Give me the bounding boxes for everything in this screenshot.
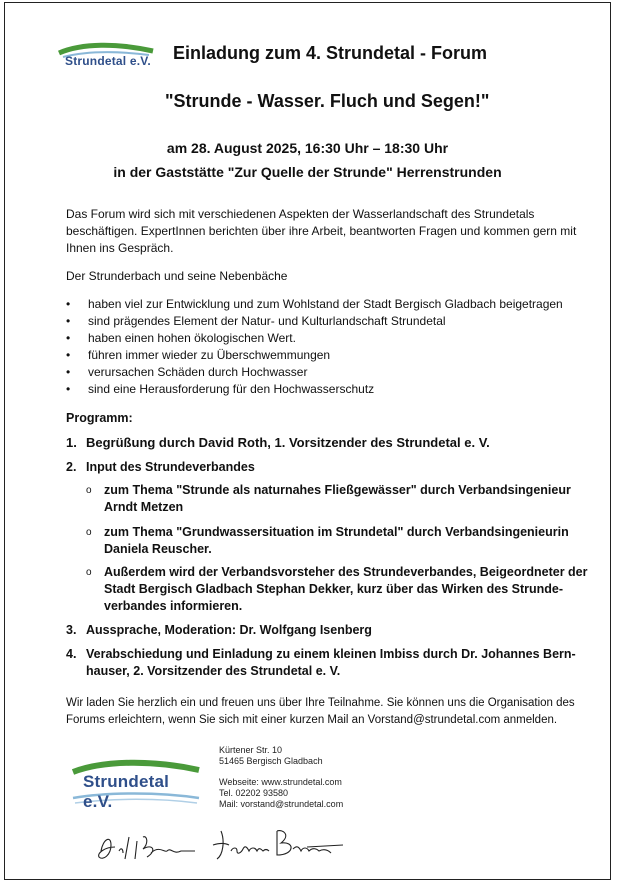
subitem-line: Außerdem wird der Verbandsvorsteher des Strundeverbandes, Beigeordneter der — [104, 565, 588, 579]
list-item: • haben einen hohen ökologischen Wert. — [66, 330, 606, 347]
closing-paragraph — [66, 695, 606, 729]
item-number: 3. — [66, 623, 77, 637]
list-item: • sind eine Herausforderung für den Hochwasserschutz — [66, 381, 606, 398]
item-text: Aussprache, Moderation: Dr. Wolfgang Isenberg — [86, 623, 372, 637]
program-item-2 — [66, 459, 616, 476]
logo-text: Strundetal e.V. — [65, 54, 151, 68]
item-number: 2. — [66, 460, 77, 474]
item-number: 4. — [66, 647, 77, 661]
bullets-lead: Der Strunderbach und seine Nebenbäche — [66, 269, 288, 283]
circle-bullet-icon: o — [86, 567, 92, 578]
contact-phone: Tel. 02202 93580 — [219, 788, 289, 798]
subitem-line: Arndt Metzen — [104, 500, 184, 514]
closing-line: Wir laden Sie herzlich ein und freuen uns über Ihre Teilnahme. Sie können uns die Organisation des — [66, 697, 575, 709]
item-number: 1. — [66, 435, 77, 450]
document-page — [4, 2, 611, 880]
contact-mail: Mail: vorstand@strundetal.com — [219, 799, 344, 809]
program-heading: Programm: — [66, 411, 133, 425]
program-subitem-1 — [66, 482, 606, 516]
circle-bullet-icon: o — [86, 527, 92, 538]
contact-website: Webseite: www.strundetal.com — [219, 777, 342, 787]
item-text: Input des Strundeverbandes — [86, 460, 255, 474]
list-item: • sind prägendes Element der Natur- und Kulturlandschaft Strundetal — [66, 313, 606, 330]
signature-david-roth — [95, 829, 205, 869]
subitem-line: Stadt Bergisch Gladbach Stephan Dekker, kurz über das Wirken des Strunde- — [104, 582, 564, 596]
item-text: hauser, 2. Vorsitzender des Strundetal e. V. — [86, 664, 341, 678]
event-venue: in der Gaststätte "Zur Quelle der Strunde" Herrenstrunden — [113, 164, 502, 180]
program-item-4 — [66, 646, 618, 680]
program-item-3 — [66, 622, 616, 639]
intro-paragraph: Das Forum wird sich mit verschiedenen Aspekten der Wasserlandschaft des Strundetals beschäftigen. ExpertInnen berichten über ihre Arbeit, beantworten Fragen und kommen gern mit Ihnen ins Gespräch. — [66, 207, 577, 255]
address-block — [219, 745, 343, 810]
program-subitem-3 — [66, 564, 611, 615]
footer-logo — [69, 758, 203, 811]
subitem-line: zum Thema "Strunde als naturnahes Fließgewässer" durch Verbandsingenieur — [104, 483, 571, 497]
subitem-line: verbandes informieren. — [104, 599, 243, 613]
page-title: Einladung zum 4. Strundetal - Forum — [173, 43, 488, 63]
circle-bullet-icon: o — [86, 485, 92, 496]
list-item: • verursachen Schäden durch Hochwasser — [66, 364, 606, 381]
subitem-line: zum Thema "Grundwassersituation im Strundetal" durch Verbandsingenieurin — [104, 525, 569, 539]
address-city: 51465 Bergisch Gladbach — [219, 756, 323, 766]
address-street: Kürtener Str. 10 — [219, 745, 283, 755]
list-item: • führen immer wieder zu Überschwemmungen — [66, 347, 606, 364]
closing-line: Forums erleichtern, wenn Sie sich mit einer kurzen Mail an Vorstand@strundetal.com anmelden. — [66, 714, 558, 726]
subitem-line: Daniela Reuscher. — [104, 542, 212, 556]
item-text: Begrüßung durch David Roth, 1. Vorsitzender des Strundetal e. V. — [86, 435, 490, 450]
forum-subtitle: "Strunde - Wasser. Fluch und Segen!" — [165, 91, 490, 111]
event-date: am 28. August 2025, 16:30 Uhr – 18:30 Uhr — [166, 140, 449, 156]
list-item: • haben viel zur Entwicklung und zum Wohlstand der Stadt Bergisch Gladbach beigetragen — [66, 296, 606, 313]
bullet-list — [66, 296, 606, 398]
item-text: Verabschiedung und Einladung zu einem kleinen Imbiss durch Dr. Johannes Bern- — [86, 647, 576, 661]
header-logo — [57, 41, 157, 73]
program-item-1 — [66, 434, 616, 451]
logo-text: Strundetal e.V. — [83, 772, 170, 811]
signature-johannes-bernhauser — [211, 825, 351, 865]
program-subitem-2 — [66, 524, 606, 558]
